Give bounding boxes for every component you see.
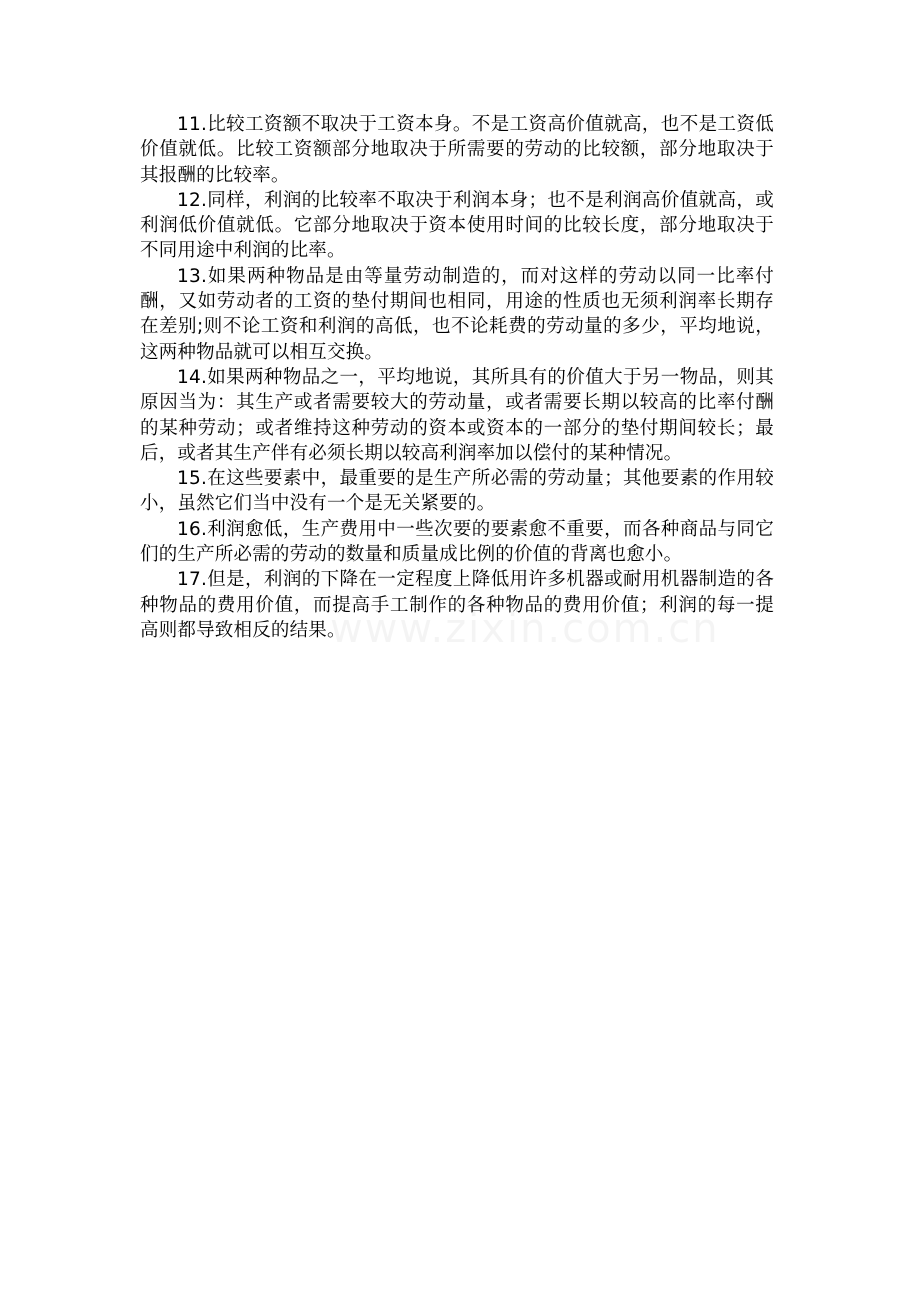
paragraph-13: 13.如果两种物品是由等量劳动制造的，而对这样的劳动以同一比率付酬，又如劳动者的工资的垫付期间也相同，用途的性质也无须利润率长期存在差别;则不论工资和利润的高低，也不论耗费的劳动量的多少，平均地说，这两种物品就可以相互交换。: [140, 265, 774, 363]
paragraph-16: 16.利润愈低，生产费用中一些次要的要素愈不重要，而各种商品与同它们的生产所必需的劳动的数量和质量成比例的价值的背离也愈小。: [140, 518, 774, 566]
document-body: [140, 112, 774, 643]
paragraph-11: 11.比较工资额不取决于工资本身。不是工资高价值就高，也不是工资低价值就低。比较工资额部分地取决于所需要的劳动的比较额，部分地取决于其报酬的比较率。: [140, 114, 774, 186]
paragraph-14: 14.如果两种物品之一，平均地说，其所具有的价值大于另一物品，则其原因当为：其生产或者需要较大的劳动量，或者需要长期以较高的比率付酬的某种劳动；或者维持这种劳动的资本或资本的一部分的垫付期间较长；最后，或者其生产伴有必须长期以较高利润率加以偿付的某种情况。: [140, 366, 774, 464]
paragraph-17: 17.但是，利润的下降在一定程度上降低用许多机器或耐用机器制造的各种物品的费用价值，而提高手工制作的各种物品的费用价值；利润的每一提高则都导致相反的结果。: [140, 569, 774, 641]
paragraph-15: 15.在这些要素中，最重要的是生产所必需的劳动量；其他要素的作用较小，虽然它们当中没有一个是无关紧要的。: [140, 468, 774, 515]
paragraph-12: 12.同样，利润的比较率不取决于利润本身；也不是利润高价值就高，或利润低价值就低。它部分地取决于资本使用时间的比较长度，部分地取决于不同用途中利润的比率。: [140, 189, 774, 262]
